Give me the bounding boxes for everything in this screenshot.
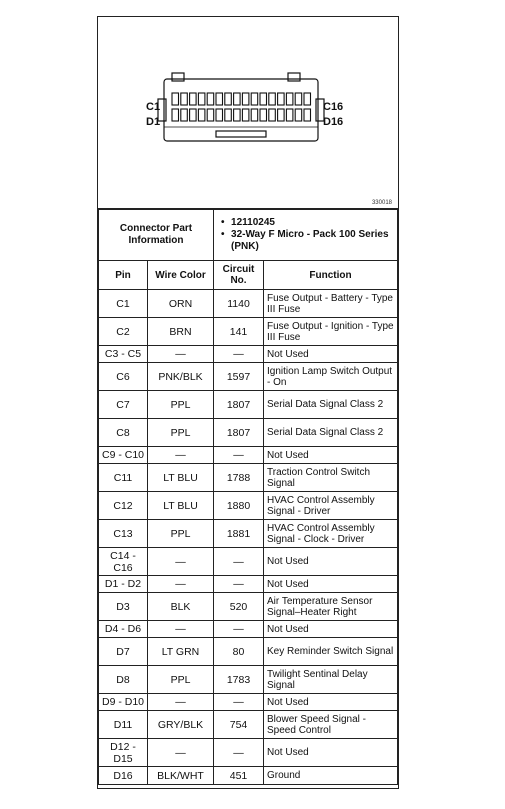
pin-cavity [181, 109, 188, 121]
table-row [99, 576, 398, 593]
pinout-table [98, 208, 398, 785]
pin-cavity [216, 109, 223, 121]
housing-tab-left [172, 73, 184, 81]
pin-cell: C2 [99, 318, 148, 346]
pin-cell: C1 [99, 290, 148, 318]
pin-cell: C13 [99, 520, 148, 548]
pin-cavity [172, 93, 179, 105]
circuit-cell: — [214, 739, 264, 767]
circuit-cell: 1788 [214, 464, 264, 492]
table-row [99, 447, 398, 464]
circuit-cell: 1880 [214, 492, 264, 520]
table-row [99, 290, 398, 318]
wire-color-cell: LT BLU [148, 492, 214, 520]
wire-color-cell: — [148, 447, 214, 464]
pin-cavity [251, 109, 258, 121]
function-cell: Traction Control Switch Signal [264, 464, 398, 492]
pin-cell: C9 - C10 [99, 447, 148, 464]
pin-cavity [278, 109, 285, 121]
pin-cavity [286, 109, 293, 121]
pin-cavity [295, 109, 302, 121]
pin-cell: D9 - D10 [99, 694, 148, 711]
pin-cavity [172, 109, 179, 121]
pin-cell: C12 [99, 492, 148, 520]
circuit-cell: 1807 [214, 419, 264, 447]
wire-color-cell: BLK [148, 593, 214, 621]
table-row [99, 492, 398, 520]
table-row [99, 318, 398, 346]
keying-slot [216, 131, 266, 137]
connector-info-row [99, 209, 398, 261]
pin-cell: D8 [99, 666, 148, 694]
function-cell: Ground [264, 767, 398, 785]
pin-cavity [190, 93, 197, 105]
pin-cell: D1 - D2 [99, 576, 148, 593]
pin-cavity [234, 109, 241, 121]
pin-cell: D3 [99, 593, 148, 621]
pin-cavity [234, 93, 241, 105]
wire-color-cell: — [148, 576, 214, 593]
pin-cell: C3 - C5 [99, 346, 148, 363]
pin-cell: C8 [99, 419, 148, 447]
header-pin: Pin [99, 261, 148, 290]
circuit-cell: 141 [214, 318, 264, 346]
pin-cavity [260, 109, 267, 121]
wire-color-cell: — [148, 694, 214, 711]
connector-info-label: Connector Part Information [99, 209, 214, 261]
wire-color-cell: LT GRN [148, 638, 214, 666]
pin-cavity [251, 93, 258, 105]
wire-color-cell: LT BLU [148, 464, 214, 492]
circuit-cell: — [214, 694, 264, 711]
pin-cavity [242, 109, 249, 121]
pin-cavity [269, 93, 276, 105]
pin-cavity [190, 109, 197, 121]
pin-cavity [260, 93, 267, 105]
function-cell: Ignition Lamp Switch Output - On [264, 363, 398, 391]
circuit-cell: — [214, 346, 264, 363]
wire-color-cell: PNK/BLK [148, 363, 214, 391]
circuit-cell: 1597 [214, 363, 264, 391]
connector-sheet [97, 16, 399, 789]
circuit-cell: 80 [214, 638, 264, 666]
label-c1: C1 [146, 101, 161, 113]
table-row [99, 464, 398, 492]
circuit-cell: 754 [214, 711, 264, 739]
header-circuit-no: Circuit No. [214, 261, 264, 290]
part-number: • 12110245 [231, 217, 394, 229]
pin-cell: D4 - D6 [99, 621, 148, 638]
table-row [99, 391, 398, 419]
header-row [99, 261, 398, 290]
circuit-cell: 451 [214, 767, 264, 785]
label-c16: C16 [323, 101, 344, 113]
table-row [99, 346, 398, 363]
pin-cavity [181, 93, 188, 105]
pin-cell: D7 [99, 638, 148, 666]
pin-cell: C14 - C16 [99, 548, 148, 576]
table-row [99, 593, 398, 621]
pin-cavity [295, 93, 302, 105]
circuit-cell: — [214, 576, 264, 593]
function-cell: Key Reminder Switch Signal [264, 638, 398, 666]
table-row [99, 419, 398, 447]
pin-cavity [216, 93, 223, 105]
wire-color-cell: BRN [148, 318, 214, 346]
function-cell: Not Used [264, 447, 398, 464]
function-cell: Not Used [264, 621, 398, 638]
pin-cell: D11 [99, 711, 148, 739]
pin-cavity [242, 93, 249, 105]
function-cell: HVAC Control Assembly Signal - Driver [264, 492, 398, 520]
wire-color-cell: — [148, 621, 214, 638]
circuit-cell: — [214, 447, 264, 464]
pin-cavity [286, 93, 293, 105]
pin-cell: D12 - D15 [99, 739, 148, 767]
function-cell: Blower Speed Signal - Speed Control [264, 711, 398, 739]
wire-color-cell: — [148, 346, 214, 363]
pin-cell: C6 [99, 363, 148, 391]
table-row [99, 711, 398, 739]
pin-cavity [269, 109, 276, 121]
function-cell: Not Used [264, 548, 398, 576]
pin-cavity [207, 109, 214, 121]
table-row [99, 548, 398, 576]
connector-description: • 32-Way F Micro - Pack 100 Series (PNK) [231, 229, 394, 253]
circuit-cell: 1140 [214, 290, 264, 318]
wire-color-cell: BLK/WHT [148, 767, 214, 785]
function-cell: Serial Data Signal Class 2 [264, 419, 398, 447]
connector-diagram [98, 17, 398, 210]
function-cell: Air Temperature Sensor Signal–Heater Right [264, 593, 398, 621]
circuit-cell: — [214, 548, 264, 576]
pin-cavity [225, 109, 232, 121]
table-row [99, 520, 398, 548]
function-cell: HVAC Control Assembly Signal - Clock - Driver [264, 520, 398, 548]
header-function: Function [264, 261, 398, 290]
function-cell: Not Used [264, 346, 398, 363]
table-row [99, 694, 398, 711]
circuit-cell: — [214, 621, 264, 638]
pin-cell: C7 [99, 391, 148, 419]
function-cell: Not Used [264, 694, 398, 711]
header-wire-color: Wire Color [148, 261, 214, 290]
connector-info-details [214, 209, 398, 261]
wire-color-cell: — [148, 548, 214, 576]
table-row [99, 767, 398, 785]
wire-color-cell: PPL [148, 666, 214, 694]
wire-color-cell: PPL [148, 391, 214, 419]
table-row [99, 363, 398, 391]
wire-color-cell: — [148, 739, 214, 767]
function-cell: Fuse Output - Battery - Type III Fuse [264, 290, 398, 318]
function-cell: Not Used [264, 739, 398, 767]
wire-color-cell: ORN [148, 290, 214, 318]
circuit-cell: 1807 [214, 391, 264, 419]
label-d16: D16 [323, 116, 344, 128]
table-row [99, 666, 398, 694]
function-cell: Twilight Sentinal Delay Signal [264, 666, 398, 694]
pin-cavity [198, 93, 205, 105]
pin-cavity [207, 93, 214, 105]
table-row [99, 621, 398, 638]
pin-cell: C11 [99, 464, 148, 492]
figure-id: 330018 [371, 200, 392, 206]
function-cell: Not Used [264, 576, 398, 593]
pin-cavity [278, 93, 285, 105]
pin-cavity [198, 109, 205, 121]
function-cell: Serial Data Signal Class 2 [264, 391, 398, 419]
label-d1: D1 [146, 116, 161, 128]
wire-color-cell: GRY/BLK [148, 711, 214, 739]
connector-drawing [98, 17, 398, 207]
circuit-cell: 1783 [214, 666, 264, 694]
wire-color-cell: PPL [148, 520, 214, 548]
circuit-cell: 1881 [214, 520, 264, 548]
pin-cavity [304, 109, 311, 121]
pin-cavity [225, 93, 232, 105]
pin-cavity [304, 93, 311, 105]
table-row [99, 638, 398, 666]
wire-color-cell: PPL [148, 419, 214, 447]
pin-cell: D16 [99, 767, 148, 785]
function-cell: Fuse Output - Ignition - Type III Fuse [264, 318, 398, 346]
housing-tab-right [288, 73, 300, 81]
table-row [99, 739, 398, 767]
circuit-cell: 520 [214, 593, 264, 621]
